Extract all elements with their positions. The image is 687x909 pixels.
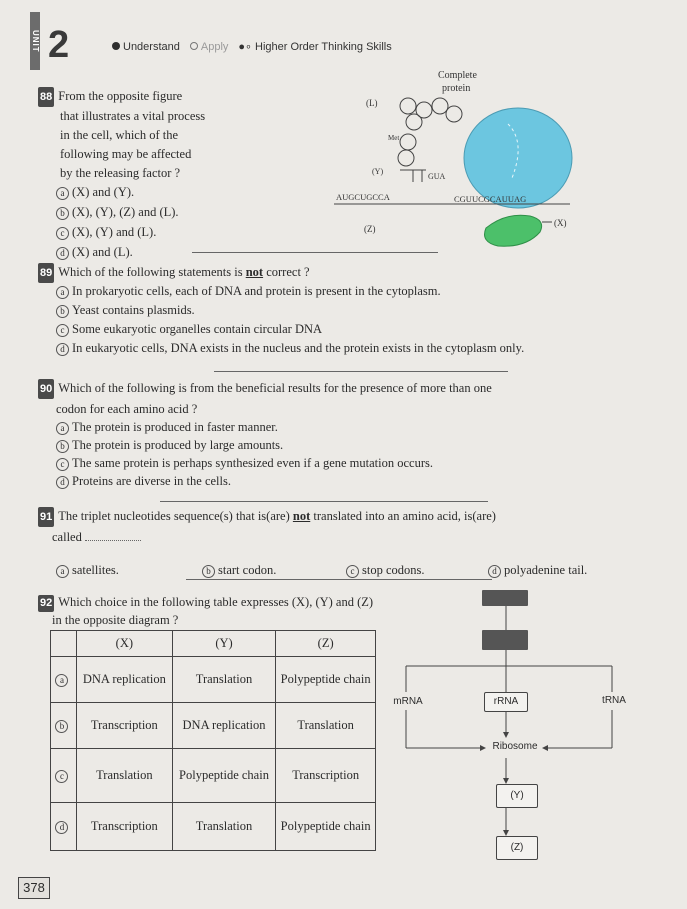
option-d[interactable]: d In eukaryotic cells, DNA exists in the nucleus and the protein exists in the cytoplasm only. [56, 339, 676, 358]
question-92: 92 Which choice in the following table expresses (X), (Y) and (Z) in the opposite diagram ? [40, 595, 374, 627]
option-a[interactable]: a (X) and (Y). [56, 182, 179, 202]
ring-icon [190, 42, 198, 50]
option-a[interactable]: a In prokaryotic cells, each of DNA and protein is present in the cytoplasm. [56, 282, 676, 301]
node-y: (Y) [496, 784, 538, 808]
fig-label-y: (Y) [372, 167, 384, 176]
filled-dot-icon [112, 42, 120, 50]
option-d[interactable]: d (X) and (L). [56, 242, 179, 262]
option-c[interactable]: c stop codons. [346, 560, 425, 580]
trna-shape [400, 170, 426, 182]
fig-anticodon: GUA [428, 172, 446, 181]
option-c[interactable]: c Some eukaryotic organelles contain circular DNA [56, 320, 676, 339]
unit-label: UNIT [31, 30, 40, 53]
blank-box-top [482, 590, 528, 606]
divider [160, 501, 488, 502]
legend-apply: Apply [190, 41, 229, 53]
blank-box-second [482, 630, 528, 650]
fig-left-seq: AUGCUGCCA [336, 192, 390, 202]
fig-met: Met [388, 134, 400, 142]
option-c[interactable]: c The same protein is perhaps synthesized even if a gene mutation occurs. [56, 454, 676, 472]
question-90: 90 Which of the following is from the beneficial results for the presence of more than one codon for each amino acid ? [40, 381, 492, 416]
fig-right-seq: CGUUCGCAUUAG [454, 194, 527, 204]
question-number: 88 [38, 87, 54, 107]
divider [214, 371, 508, 372]
table-row[interactable]: a DNA replication Translation Polypeptide chain [51, 657, 376, 703]
q90-options [56, 418, 676, 490]
table-row[interactable]: c Translation Polypeptide chain Transcription [51, 749, 376, 803]
header-x: (X) [76, 631, 172, 657]
legend-understand: Understand [112, 41, 180, 53]
cluster-icon: ●∘ [238, 41, 252, 53]
node-trna: tRNA [602, 695, 626, 706]
divider [186, 579, 492, 580]
table-header-row [51, 631, 376, 657]
fig-complete: Complete [438, 70, 477, 81]
option-b[interactable]: b start codon. [202, 560, 276, 580]
answer-table [50, 630, 376, 851]
option-a[interactable]: a satellites. [56, 560, 119, 580]
translation-figure [330, 66, 580, 256]
fig-protein: protein [442, 83, 471, 94]
option-b[interactable]: b (X), (Y), (Z) and (L). [56, 202, 179, 222]
node-rrna: rRNA [484, 692, 528, 712]
option-d[interactable]: d Proteins are diverse in the cells. [56, 472, 676, 490]
fig-label-l: (L) [366, 98, 378, 108]
question-number: 91 [38, 507, 54, 527]
q88-options [56, 182, 179, 262]
question-88: 88 From the opposite figure that illustrates a vital process in the cell, which of the following may be affected by the releasing factor ? [40, 89, 206, 180]
node-z: (Z) [496, 836, 538, 860]
q89-options [56, 282, 676, 358]
small-subunit [485, 215, 542, 246]
legend-hots: ●∘ Higher Order Thinking Skills [238, 41, 392, 53]
question-91: 91 The triplet nucleotides sequence(s) that is(are) not translated into an amino acid, is(are) called [40, 509, 496, 544]
option-b[interactable]: b Yeast contains plasmids. [56, 301, 676, 320]
question-number: 90 [38, 379, 54, 399]
question-number: 92 [38, 595, 54, 612]
amino-acid-chain [398, 98, 462, 166]
header-y: (Y) [172, 631, 276, 657]
flowchart-lines [380, 586, 640, 856]
option-d[interactable]: d polyadenine tail. [488, 560, 587, 580]
fig-label-z: (Z) [364, 224, 376, 234]
question-89: 89 Which of the following statements is not correct ? [38, 262, 658, 283]
option-c[interactable]: c (X), (Y) and (L). [56, 222, 179, 242]
option-b[interactable]: b The protein is produced by large amounts. [56, 436, 676, 454]
unit-number: 2 [48, 24, 70, 66]
question-number: 89 [38, 263, 54, 283]
option-a[interactable]: a The protein is produced in faster manner. [56, 418, 676, 436]
header-z: (Z) [276, 631, 376, 657]
skill-legend [112, 40, 392, 53]
table-row[interactable]: b Transcription DNA replication Translation [51, 703, 376, 749]
table-row[interactable]: d Transcription Translation Polypeptide chain [51, 803, 376, 851]
node-mrna: mRNA [393, 696, 423, 707]
page-number: 378 [18, 877, 50, 899]
fig-label-x: (X) [554, 218, 567, 228]
node-ribosome: Ribosome [492, 741, 538, 752]
